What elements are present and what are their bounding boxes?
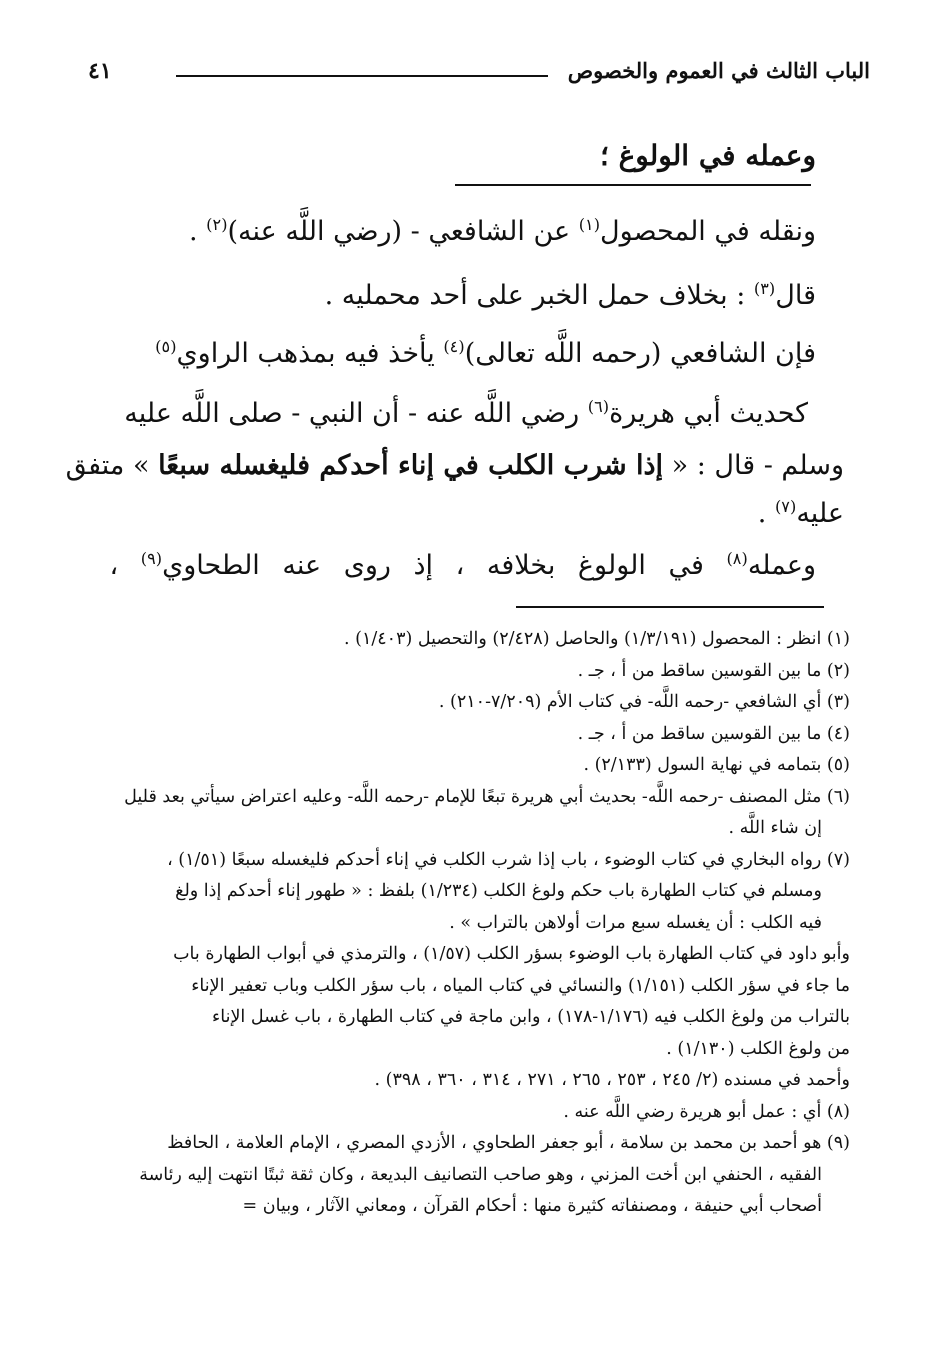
paragraph-text: عن الشافعي - (رضي اللَّه عنه) — [227, 216, 579, 247]
footnote-ref: (٩) — [140, 549, 163, 568]
paragraph-text: كحديث أبي هريرة — [609, 398, 808, 429]
footnote-text: (٢) ما بين القوسين ساقط من أ ، جـ . — [577, 660, 850, 681]
heading-rule — [455, 184, 811, 186]
footnote-7 — [80, 845, 850, 1097]
footnotes — [80, 624, 850, 1223]
footnote-ref: (٥) — [155, 337, 177, 356]
paragraph-text: . — [757, 498, 775, 529]
footnote-text: (٧) رواه البخاري في كتاب الوضوء ، باب إذا شرب الكلب في إناء أحدكم فليغسله سبعًا (١/٥١) ، — [167, 849, 850, 870]
paragraph-text: . — [188, 216, 207, 247]
paragraph-text: رضي اللَّه عنه - أن النبي - صلى اللَّه عليه — [124, 398, 588, 429]
footnote-text: ومسلم في كتاب الطهارة باب حكم ولوغ الكلب (١/٢٣٤) بلفظ : « طهور إناء أحدكم إذا ولغ — [175, 881, 822, 901]
footnote-5 — [80, 750, 850, 782]
paragraph-text: ونقله في المحصول — [600, 216, 816, 247]
footnote-text: وأحمد في مسنده (٢/ ٢٤٥ ، ٢٥٣ ، ٢٦٥ ، ٢٧١ ، ٣١٤ ، ٣٦٠ ، ٣٩٨) . — [374, 1070, 850, 1090]
footnote-ref: (٢) — [206, 215, 228, 234]
hadith-quote: إذا شرب الكلب في إناء أحدكم فليغسله سبعًا — [158, 450, 664, 481]
paragraph-text: في الولوغ بخلافه ، إذ روى عنه الطحاوي — [162, 550, 727, 581]
paragraph-2 — [325, 276, 816, 316]
paragraph-text: ، — [109, 550, 141, 581]
footnote-text: بالتراب من ولوغ الكلب فيه (١/١٧٦-١٧٨) ، وابن ماجة في كتاب الطهارة ، باب غسل الإناء — [212, 1007, 850, 1027]
footnote-text: (٦) مثل المصنف -رحمه اللَّه- بحديث أبي هريرة تبعًا للإمام -رحمه اللَّه- وعليه اعتراض سيأتي بعد قليل — [124, 786, 850, 807]
chapter-title: الباب الثالث في العموم والخصوص — [567, 58, 870, 83]
footnote-ref: (١) — [578, 215, 601, 234]
footnote-text: ما جاء في سؤر الكلب (١/١٥١) والنسائي في كتاب المياه ، باب سؤر الكلب وباب تعفير الإناء — [191, 975, 850, 996]
paragraph-text: وسلم - قال : « — [663, 450, 844, 481]
footnote-text: من ولوغ الكلب (١/١٣٠) . — [666, 1038, 850, 1059]
footnote-text: (٩) هو أحمد بن محمد بن سلامة ، أبو جعفر الطحاوي ، الأزدي المصري ، الإمام العلامة ، الحافظ — [167, 1133, 850, 1153]
section-heading: وعمله في الولوغ ؛ — [599, 139, 816, 172]
paragraph-text: : بخلاف حمل الخبر على أحد محمليه . — [324, 280, 754, 311]
footnote-text: (٨) أي : عمل أبو هريرة رضي اللَّه عنه . — [563, 1101, 850, 1122]
paragraph-4-line-1 — [124, 394, 808, 434]
footnote-text: (٤) ما بين القوسين ساقط من أ ، جـ . — [577, 723, 850, 744]
footnote-ref: (٣) — [753, 279, 776, 298]
footnote-text: (٣) أي الشافعي -رحمه اللَّه- في كتاب الأم (٧/٢٠٩-٢١٠) . — [438, 692, 850, 712]
footnote-ref: (٨) — [726, 549, 748, 568]
footnote-text: (٥) بتمامه في نهاية السول (٢/١٣٣) . — [583, 755, 850, 775]
footnote-6 — [80, 782, 850, 845]
paragraph-4-line-2 — [66, 446, 844, 486]
footnote-1 — [80, 624, 850, 656]
footnote-9 — [80, 1128, 850, 1223]
footnote-8 — [80, 1097, 850, 1129]
running-header — [88, 58, 870, 98]
paragraph-4-line-3 — [758, 494, 844, 534]
paragraph-text: يأخذ فيه بمذهب الراوي — [176, 338, 444, 369]
footnote-text: الفقيه ، الحنفي ابن أخت المزني ، وهو صاحب التصانيف البديعة ، وكان ثقة ثبتًا انتهت إليه رئاسة — [139, 1164, 822, 1185]
footnote-2 — [80, 656, 850, 688]
footnote-text: (١) انظر : المحصول (١/٣/١٩١) والحاصل (٢/٤٢٨) والتحصيل (١/٤٠٣) . — [344, 629, 850, 649]
footnote-ref: (٧) — [774, 497, 797, 516]
footnote-text: إن شاء اللَّه . — [728, 818, 822, 838]
paragraph-1 — [189, 212, 816, 252]
page-number: ٤١ — [88, 58, 112, 84]
footnote-3 — [80, 687, 850, 719]
footnote-ref: (٦) — [587, 397, 610, 416]
paragraph-text: عليه — [796, 498, 844, 529]
footnote-text: فيه الكلب : أن يغسله سبع مرات أولاهن بالتراب » . — [449, 912, 822, 933]
paragraph-text: قال — [775, 280, 816, 311]
footnote-text: أصحاب أبي حنيفة ، ومصنفاته كثيرة منها : أحكام القرآن ، ومعاني الآثار ، وبيان = — [242, 1196, 822, 1216]
footnote-text: وأبو داود في كتاب الطهارة باب الوضوء بسؤر الكلب (١/٥٧) ، والترمذي في أبواب الطهارة باب — [173, 944, 850, 964]
footnote-ref: (٤) — [443, 337, 465, 356]
footnote-4 — [80, 719, 850, 751]
paragraph-text: فإن الشافعي (رحمه اللَّه تعالى) — [464, 338, 816, 369]
header-rule — [176, 75, 548, 77]
paragraph-5 — [109, 546, 816, 586]
footnote-separator — [516, 606, 824, 608]
paragraph-text: » متفق — [65, 450, 159, 481]
paragraph-text: وعمله — [747, 550, 816, 581]
paragraph-3 — [155, 334, 816, 374]
